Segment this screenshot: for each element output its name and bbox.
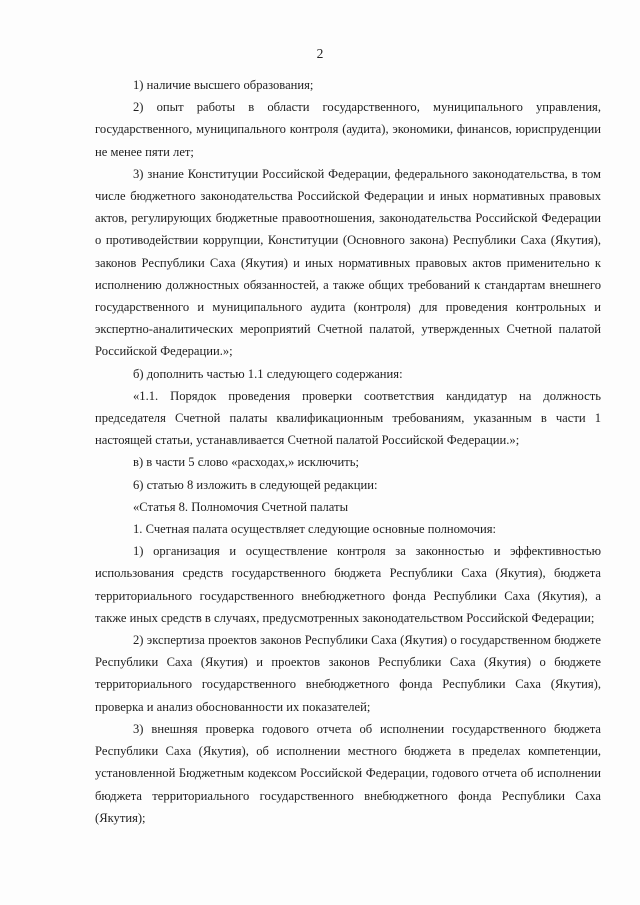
article-8-heading: «Статья 8. Полномочия Счетной палаты	[133, 499, 349, 514]
paragraph-part-1-1: «1.1. Порядок проведения проверки соответствия кандидатур на должность председателя Счетной палаты квалификационным требованиям, указанным в части 1 настоящей статьи, устанавливается Счетной палатой Российской Федерации.»;	[95, 388, 601, 448]
paragraph-clause-v: в) в части 5 слово «расходах,» исключить;	[133, 455, 359, 470]
paragraph-power-2: 2) экспертиза проектов законов Республики Саха (Якутия) о государственном бюджете Республики Саха (Якутия) и проектов законов Республики Саха (Якутия) о бюджете территориального государственного внебюджетного фонда Республики Саха (Якутия), проверка и анализ обоснованности их показателей;	[95, 633, 601, 714]
paragraph-power-3: 3) внешняя проверка годового отчета об исполнении государственного бюджета Республики Саха (Якутия), об исполнении местного бюджета в пределах компетенции, установленной Бюджетным кодексом Российской Федерации, годового отчета об исполнении бюджета территориального государственного внебюджетного фонда Республики Саха (Якутия);	[95, 721, 601, 825]
paragraph-item-1: 1) наличие высшего образования;	[133, 78, 314, 92]
paragraph-article-8-part-1: 1. Счетная палата осуществляет следующие основные полномочия:	[133, 522, 496, 537]
page-number: 2	[316, 46, 324, 61]
paragraph-item-6: 6) статью 8 изложить в следующей редакции:	[133, 477, 378, 492]
paragraph-item-2: 2) опыт работы в области государственного, муниципального управления, государственного, муниципального контроля (аудита), экономики, финансов, юриспруденции не менее пяти лет;	[95, 100, 601, 159]
document-body	[95, 74, 601, 829]
paragraph-clause-b: б) дополнить частью 1.1 следующего содержания:	[133, 366, 403, 381]
paragraph-item-3: 3) знание Конституции Российской Федерации, федерального законодательства, в том числе бюджетного законодательства Российской Федерации и иных нормативных правовых актов, регулирующих бюджетные правоотношения, законодательства Российской Федерации о противодействии коррупции, Конституции (Основного закона) Республики Саха (Якутия), законов Республики Саха (Якутия) и иных нормативных правовых актов применительно к исполнению должностных обязанностей, а также общих требований к стандартам внешнего государственного и муниципального аудита (контроля) для проведения контрольных и экспертно-аналитических мероприятий Счетной палатой, утвержденных Счетной палатой Российской Федерации.»;	[95, 166, 601, 359]
paragraph-power-1: 1) организация и осуществление контроля за законностью и эффективностью использования средств государственного бюджета Республики Саха (Якутия), бюджета территориального государственного внебюджетного фонда Республики Саха (Якутия), а также иных средств в случаях, предусмотренных законодательством Российской Федерации;	[95, 544, 601, 625]
